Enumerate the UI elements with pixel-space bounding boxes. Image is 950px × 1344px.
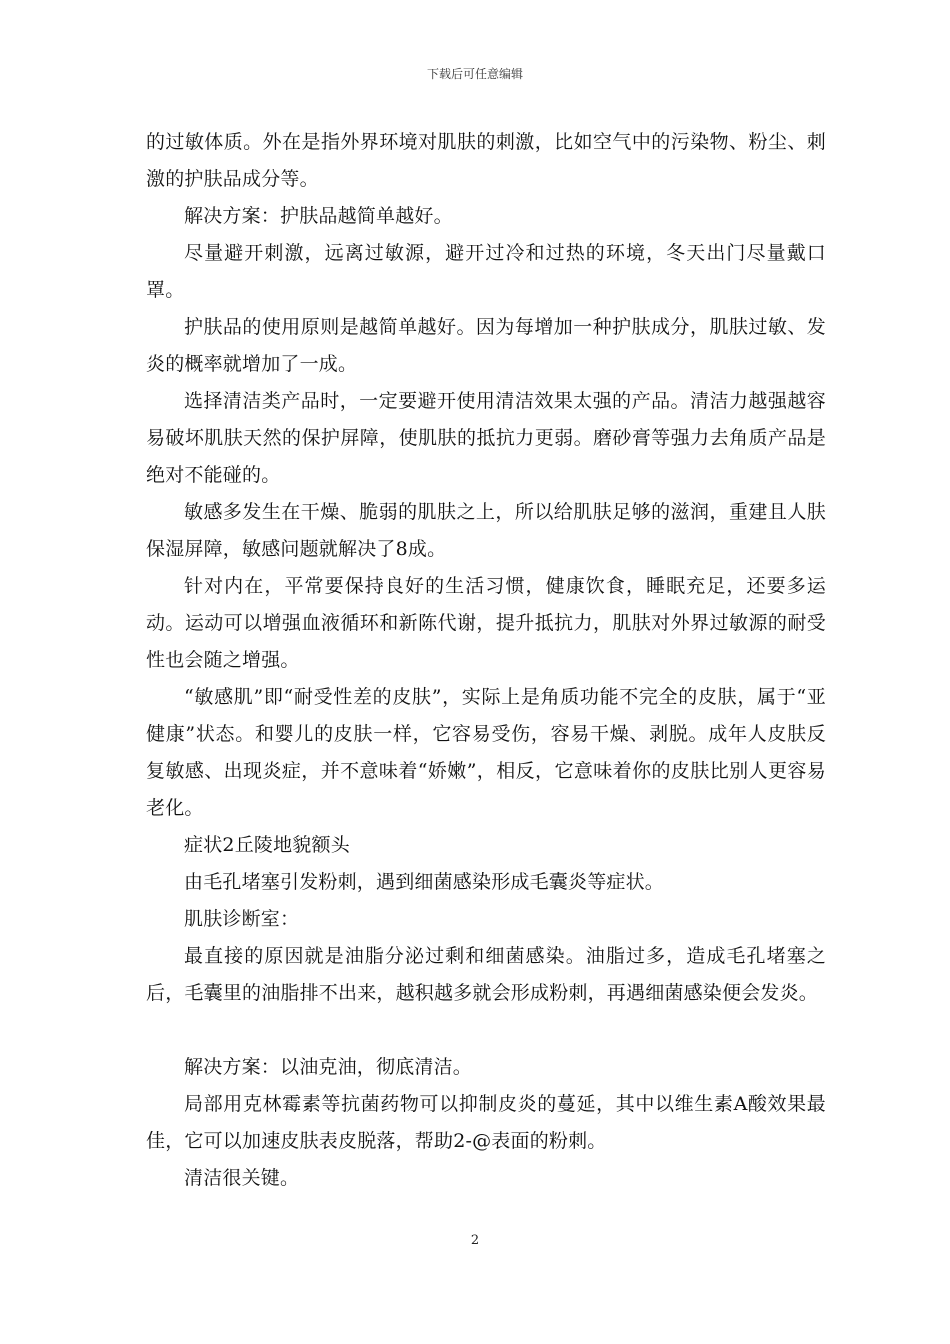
page-header: 下载后可任意编辑 [426,67,523,81]
document-body [146,124,826,1197]
paragraph: 敏感多发生在干燥、脆弱的肌肤之上，所以给肌肤足够的滋润，重建且人肤保湿屏障，敏感问题就解决了8成。 [146,501,826,560]
paragraph: 护肤品的使用原则是越简单越好。因为每增加一种护肤成分，肌肤过敏、发炎的概率就增加了一成。 [146,316,826,375]
paragraph-continuation: 的过敏体质。外在是指外界环境对肌肤的刺激，比如空气中的污染物、粉尘、刺激的护肤品成分等。 [146,131,826,190]
paragraph-solution-heading: 解决方案：护肤品越简单越好。 [184,205,453,227]
blank-line [146,1012,826,1049]
paragraph-symptom-heading: 症状2丘陵地貌额头 [184,834,350,856]
paragraph: 最直接的原因就是油脂分泌过剩和细菌感染。油脂过多，造成毛孔堵塞之后，毛囊里的油脂排不出来，越积越多就会形成粉刺，再遇细菌感染便会发炎。 [146,945,826,1004]
page-number: 2 [470,1233,480,1248]
paragraph-diagnosis-heading: 肌肤诊断室： [184,908,300,930]
paragraph: 尽量避开刺激，远离过敏源，避开过冷和过热的环境，冬天出门尽量戴口罩。 [146,242,826,301]
paragraph: 清洁很关键。 [184,1167,300,1189]
paragraph: 由毛孔堵塞引发粉刺，遇到细菌感染形成毛囊炎等症状。 [184,871,665,893]
paragraph: “敏感肌”即“耐受性差的皮肤”，实际上是角质功能不完全的皮肤，属于“亚健康”状态。和婴儿的皮肤一样，它容易受伤，容易干燥、剥脱。成年人皮肤反复敏感、出现炎症，并不意味着“娇嫩”，相反，它意味着你的皮肤比别人更容易老化。 [146,686,826,819]
paragraph: 局部用克林霉素等抗菌药物可以抑制皮炎的蔓延，其中以维生素A酸效果最佳，它可以加速皮肤表皮脱落，帮助2-@表面的粉刺。 [146,1093,826,1152]
paragraph: 针对内在，平常要保持良好的生活习惯，健康饮食，睡眠充足，还要多运动。运动可以增强血液循环和新陈代谢，提升抵抗力，肌肤对外界过敏源的耐受性也会随之增强。 [146,575,826,671]
paragraph: 选择清洁类产品时，一定要避开使用清洁效果太强的产品。清洁力越强越容易破坏肌肤天然的保护屏障，使肌肤的抵抗力更弱。磨砂膏等强力去角质产品是绝对不能碰的。 [146,390,826,486]
paragraph-solution-heading: 解决方案：以油克油，彻底清洁。 [184,1056,473,1078]
